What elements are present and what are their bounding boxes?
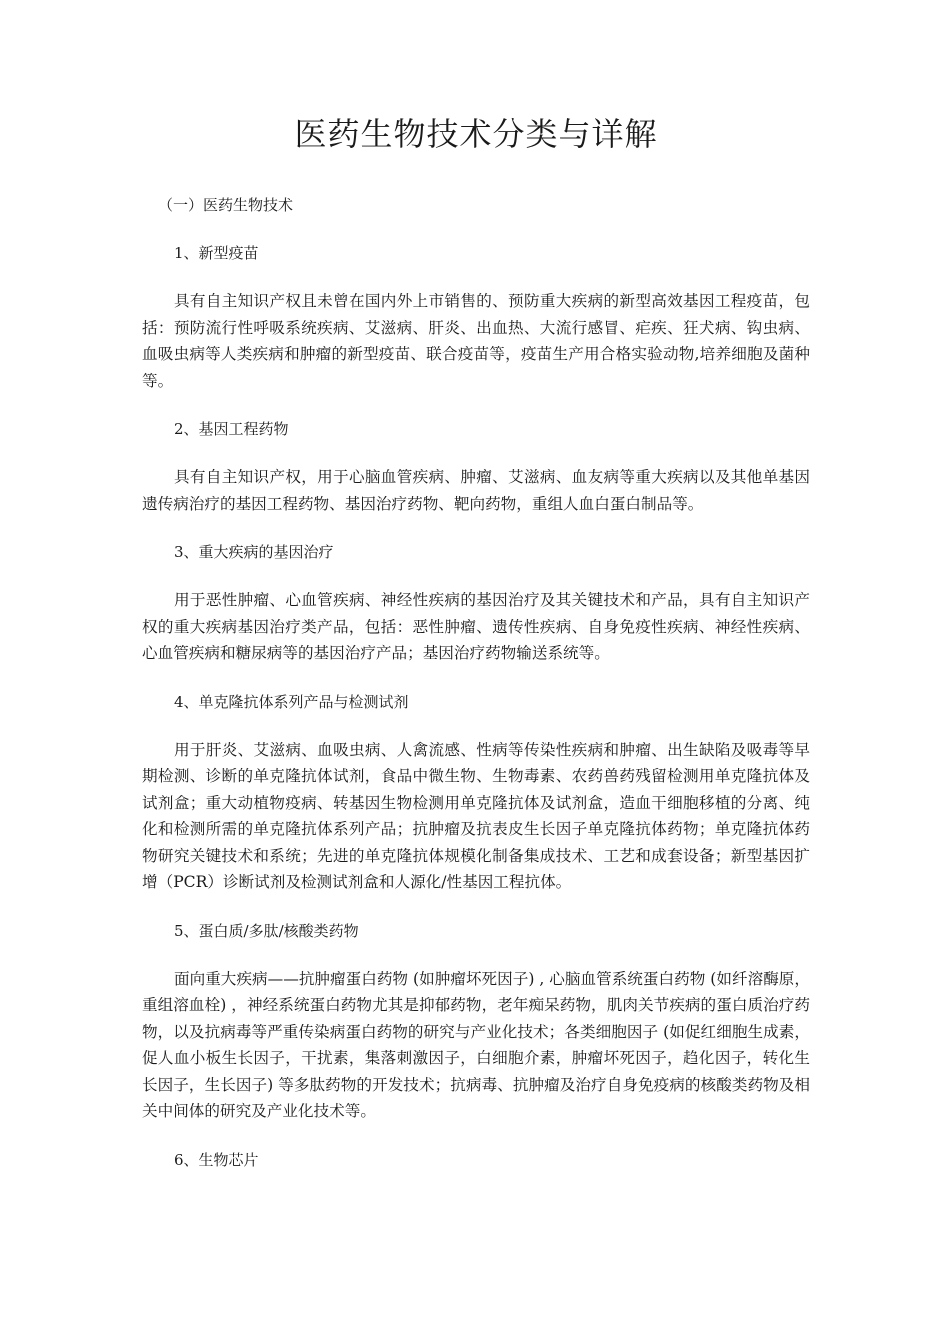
item-heading-3: 3、重大疾病的基因治疗: [174, 543, 334, 561]
item-heading-2: 2、基因工程药物: [174, 420, 289, 438]
item-heading-5: 5、蛋白质/多肽/核酸类药物: [174, 921, 359, 940]
item-paragraph-1: 具有自主知识产权且未曾在国内外上市销售的、预防重大疾病的新型高效基因工程疫苗，包括：预防流行性呼吸系统疾病、艾滋病、肝炎、出血热、大流行感冒、疟疾、狂犬病、钩虫病、血吸虫病等人类疾病和肿瘤的新型疫苗、联合疫苗等，疫苗生产用合格实验动物,培养细胞及菌种等。: [142, 292, 810, 390]
item-paragraph-5: 面向重大疾病——抗肿瘤蛋白药物 (如肿瘤坏死因子) , 心脑血管系统蛋白药物 (如纤溶酶原，重组溶血栓) ，神经系统蛋白药物尤其是抑郁药物，老年痴呆药物，肌肉关节疾病的蛋白质治疗药物，以及抗病毒等严重传染病蛋白药物的研究与产业化技术；各类细胞因子 (如促红细胞生成素，促人血小板生长因子，干扰素，集落刺激因子，白细胞介素，肿瘤坏死因子，趋化因子，转化生长因子，生长因子) 等多肽药物的开发技术；抗病毒、抗肿瘤及治疗自身免疫病的核酸类药物及相关中间体的研究及产业化技术等。: [142, 969, 810, 1120]
item-heading-4: 4、单克隆抗体系列产品与检测试剂: [174, 692, 409, 711]
document-body: [142, 192, 810, 1173]
document-title: 医药生物技术分类与详解: [294, 115, 658, 153]
section-heading: （一）医药生物技术: [158, 196, 294, 214]
item-heading-1: 1、新型疫苗: [174, 244, 259, 262]
item-paragraph-4: 用于肝炎、艾滋病、血吸虫病、人禽流感、性病等传染性疾病和肿瘤、出生缺陷及吸毒等早期检测、诊断的单克隆抗体试剂，食品中微生物、生物毒素、农药兽药残留检测用单克隆抗体及试剂盒；重大动植物疫病、转基因生物检测用单克隆抗体及试剂盒，造血干细胞移植的分离、纯化和检测所需的单克隆抗体系列产品；抗肿瘤及抗表皮生长因子单克隆抗体药物；单克隆抗体药物研究关键技术和系统；先进的单克隆抗体规模化制备集成技术、工艺和成套设备；新型基因扩增（PCR）诊断试剂及检测试剂盒和人源化/性基因工程抗体。: [142, 740, 810, 891]
item-paragraph-3: 用于恶性肿瘤、心血管疾病、神经性疾病的基因治疗及其关键技术和产品，具有自主知识产权的重大疾病基因治疗类产品，包括：恶性肿瘤、遗传性疾病、自身免疫性疾病、神经性疾病、心血管疾病和糖尿病等的基因治疗产品；基因治疗药物输送系统等。: [142, 591, 810, 662]
item-paragraph-2: 具有自主知识产权，用于心脑血管疾病、肿瘤、艾滋病、血友病等重大疾病以及其他单基因遗传病治疗的基因工程药物、基因治疗药物、靶向药物，重组人血白蛋白制品等。: [142, 468, 810, 513]
item-heading-6: 6、生物芯片: [174, 1150, 259, 1169]
